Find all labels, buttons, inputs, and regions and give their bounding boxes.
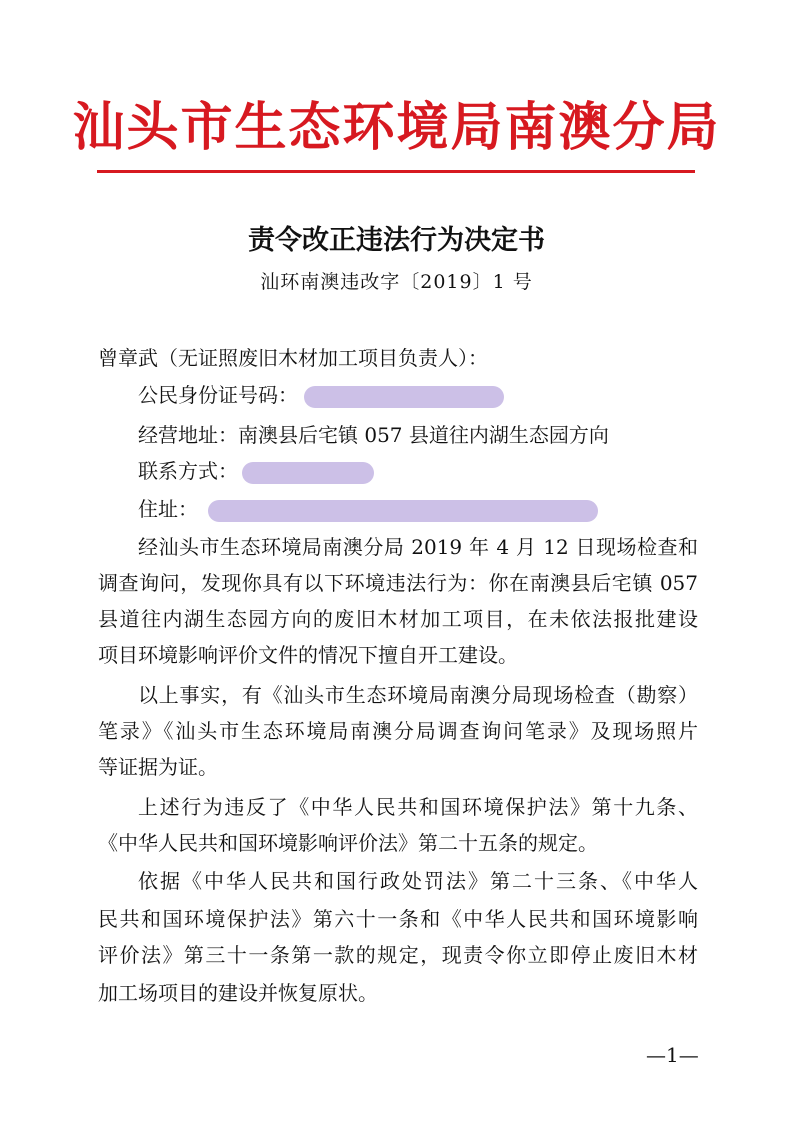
addressee-name: 曾章武（无证照废旧木材加工项目负责人）： xyxy=(98,346,488,370)
business-address-value: 南澳县后宅镇 057 县道往内湖生态园方向 xyxy=(238,423,609,447)
paragraph-1-line-2: 调查询问，发现你具有以下环境违法行为：你在南澳县后宅镇 057 xyxy=(98,571,698,595)
paragraph-3-line-1: 上述行为违反了《中华人民共和国环境保护法》第十九条、 xyxy=(138,795,698,819)
document-title: 责令改正违法行为决定书 xyxy=(248,225,545,256)
paragraph-4-line-2: 民共和国环境保护法》第六十一条和《中华人民共和国环境影响 xyxy=(98,907,698,931)
business-address-row xyxy=(138,420,738,450)
contact-label: 联系方式： xyxy=(138,459,238,483)
paragraph-1-line-1: 经汕头市生态环境局南澳分局 2019 年 4 月 12 日现场检查和 xyxy=(138,535,698,559)
residence-redaction xyxy=(208,500,598,522)
paragraph-2-line-2: 笔录》《汕头市生态环境局南澳分局调查询问笔录》及现场照片 xyxy=(98,719,698,743)
residence-label: 住址： xyxy=(138,497,198,521)
header-red-rule xyxy=(97,170,695,173)
id-number-label: 公民身份证号码： xyxy=(138,383,298,407)
paragraph-2-line-3: 等证据为证。 xyxy=(98,755,218,779)
contact-row xyxy=(138,456,738,486)
paragraph-3-line-2: 《中华人民共和国环境影响评价法》第二十五条的规定。 xyxy=(98,831,598,855)
paragraph-1-line-3: 县道往内湖生态园方向的废旧木材加工项目，在未依法报批建设 xyxy=(98,607,698,631)
document-number: 汕环南澳违改字〔2019〕1 号 xyxy=(260,271,533,293)
business-address-label: 经营地址： xyxy=(138,423,238,447)
id-number-row xyxy=(138,380,738,410)
paragraph-1-line-4: 项目环境影响评价文件的情况下擅自开工建设。 xyxy=(98,643,518,667)
paragraph-4-line-3: 评价法》第三十一条第一款的规定，现责令你立即停止废旧木材 xyxy=(98,943,698,967)
issuing-organization-header: 汕头市生态环境局南澳分局 xyxy=(72,97,721,158)
id-number-redaction xyxy=(304,386,504,408)
paragraph-4-line-1: 依据《中华人民共和国行政处罚法》第二十三条、《中华人 xyxy=(138,869,698,893)
paragraph-4-line-4: 加工场项目的建设并恢复原状。 xyxy=(98,981,378,1005)
contact-redaction xyxy=(242,462,374,484)
page-number: —1— xyxy=(646,1043,699,1067)
paragraph-2-line-1: 以上事实，有《汕头市生态环境局南澳分局现场检查（勘察） xyxy=(138,683,698,707)
residence-row xyxy=(138,494,738,524)
